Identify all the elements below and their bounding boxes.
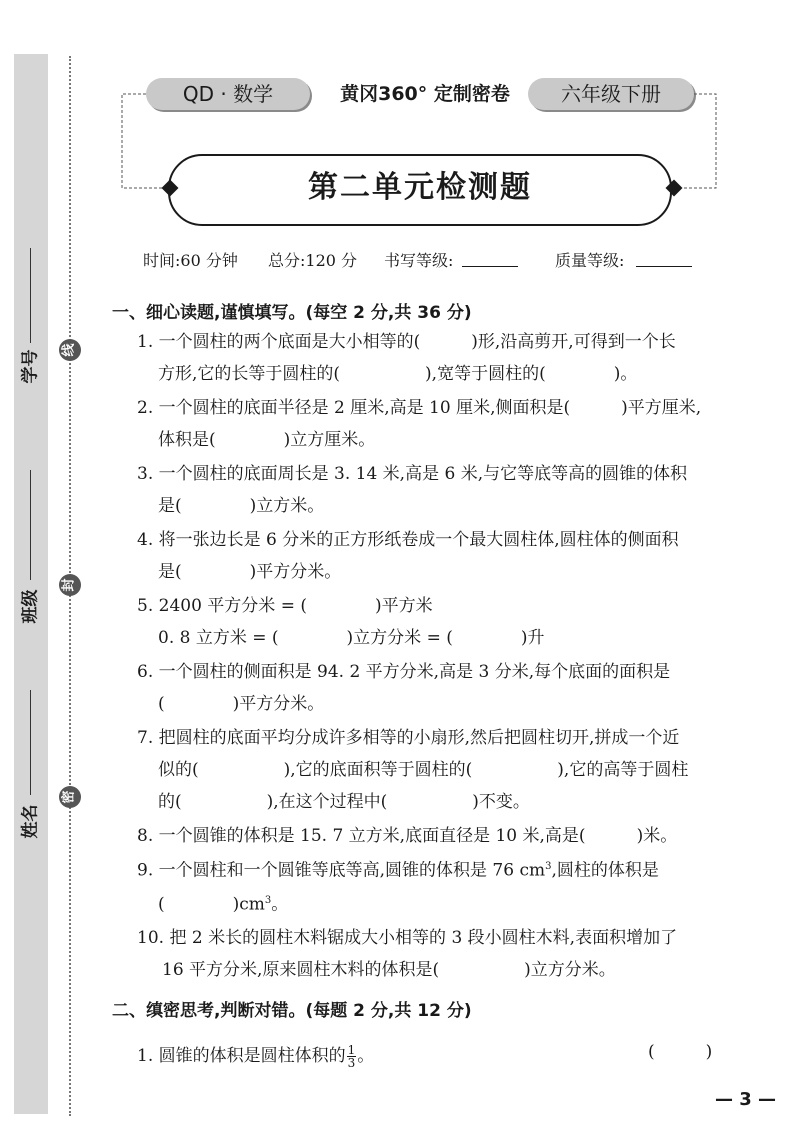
class-line[interactable] [30, 470, 31, 580]
grade-tag: 六年级下册 [528, 78, 694, 110]
section2-heading: 二、缜密思考,判断对错。(每题 2 分,共 12 分) [112, 1001, 472, 1021]
total-score: 总分:120 分 [268, 251, 358, 270]
q2-line2: 体积是( )立方厘米。 [158, 430, 376, 450]
time-limit: 时间:60 分钟 [143, 251, 238, 270]
brand-title: 黄冈360° 定制密卷 [340, 83, 510, 105]
q7-line1: 7. 把圆柱的底面平均分成许多相等的小扇形,然后把圆柱切开,拼成一个近 [137, 728, 680, 748]
q4-line2: 是( )平方分米。 [158, 562, 342, 582]
q6-line1: 6. 一个圆柱的侧面积是 94. 2 平方分米,高是 3 分米,每个底面的面积是 [137, 662, 671, 682]
name-label: 姓名 [20, 804, 41, 839]
q3-line1: 3. 一个圆柱的底面周长是 3. 14 米,高是 6 米,与它等底等高的圆锥的体积 [137, 464, 688, 484]
class-label: 班级 [20, 589, 41, 624]
quality-grade-label: 质量等级: [555, 251, 625, 270]
subject-tag: QD · 数学 [146, 78, 310, 110]
one-third-fraction: $\frac{1}{3}$ [347, 1043, 356, 1070]
s2-q1-answer-box[interactable]: ( ) [648, 1042, 713, 1062]
seal-mi: 密 [59, 786, 81, 808]
q5-line1: 5. 2400 平方分米 = ( )平方米 [137, 596, 433, 616]
section1-heading: 一、细心读题,谨慎填写。(每空 2 分,共 36 分) [112, 303, 472, 323]
writing-grade-blank[interactable] [462, 266, 518, 267]
q9-line1: 9. 一个圆柱和一个圆锥等底等高,圆锥的体积是 76 $cm^3$,圆柱的体积是 [137, 860, 659, 881]
q7-line3: 的( ),在这个过程中( )不变。 [158, 792, 530, 812]
writing-grade-label: 书写等级: [384, 251, 454, 270]
q4-line1: 4. 将一张边长是 6 分米的正方形纸卷成一个最大圆柱体,圆柱体的侧面积 [137, 530, 679, 550]
q6-line2: ( )平方分米。 [158, 694, 325, 714]
q1-line1: 1. 一个圆柱的两个底面是大小相等的( )形,沿高剪开,可得到一个长 [137, 332, 676, 352]
q8-line1: 8. 一个圆锥的体积是 15. 7 立方米,底面直径是 10 米,高是( )米。 [137, 826, 678, 846]
seal-feng: 封 [59, 574, 81, 596]
student-id-line[interactable] [30, 248, 31, 343]
q2-line1: 2. 一个圆柱的底面半径是 2 厘米,高是 10 厘米,侧面积是( )平方厘米, [137, 398, 702, 418]
q5-line2: 0. 8 立方米 = ( )立方分米 = ( )升 [158, 628, 545, 648]
student-id-label: 学号 [20, 349, 41, 384]
q3-line2: 是( )立方米。 [158, 496, 325, 516]
q10-line1: 10. 把 2 米长的圆柱木料锯成大小相等的 3 段小圆柱木料,表面积增加了 [137, 928, 678, 948]
seal-xian: 线 [59, 339, 81, 361]
s2-q1: 1. 圆锥的体积是圆柱体积的 $\frac{1}{3}$ 。 [137, 1043, 375, 1070]
name-line[interactable] [30, 690, 31, 795]
q9-line2: ( )$cm^3$。 [158, 894, 289, 915]
q1-line2: 方形,它的长等于圆柱的( ),宽等于圆柱的( )。 [158, 364, 638, 384]
q10-line2: 16 平方分米,原来圆柱木料的体积是( )立方分米。 [162, 960, 616, 980]
page-number: — 3 — [714, 1089, 776, 1110]
quality-grade-blank[interactable] [636, 266, 692, 267]
page-title: 第二单元检测题 [308, 170, 532, 205]
q7-line2: 似的( ),它的底面积等于圆柱的( ),它的高等于圆柱 [158, 760, 689, 780]
